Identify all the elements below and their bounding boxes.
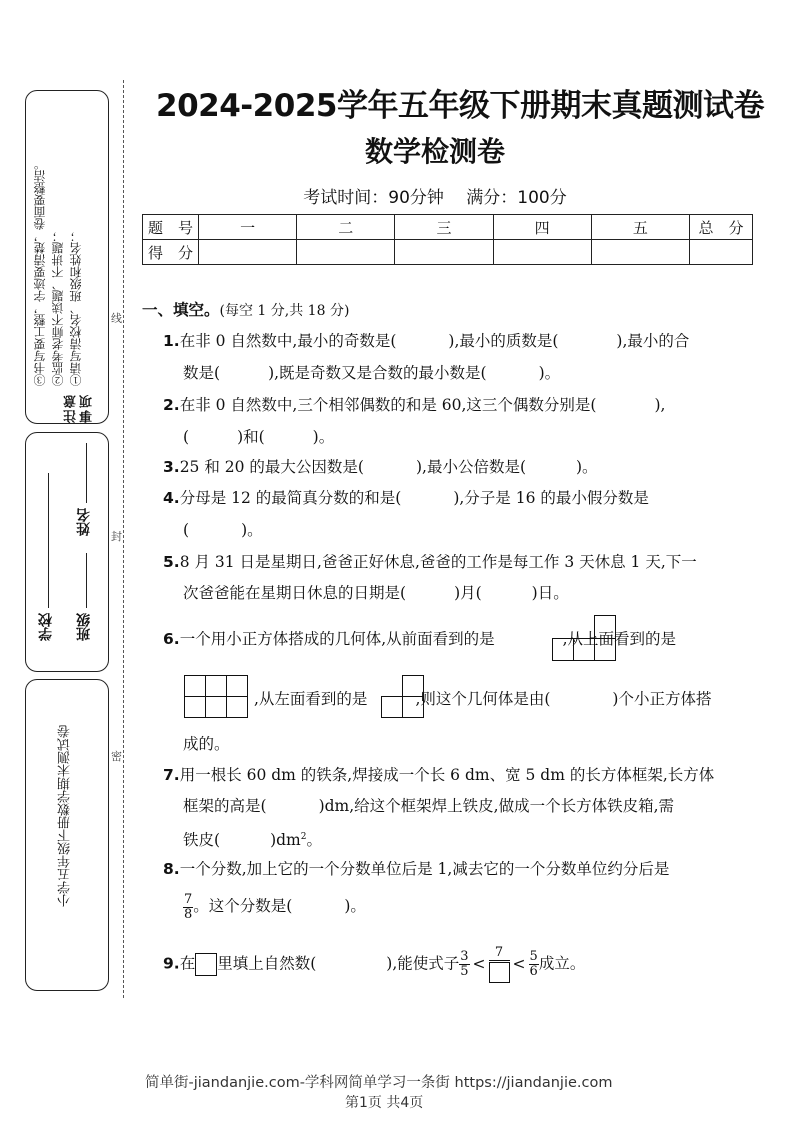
school-field[interactable]	[48, 473, 49, 608]
question-text: ,从上面看到的是	[562, 630, 677, 648]
superscript: 2	[300, 832, 307, 842]
question-text: )个小正方体搭	[612, 690, 712, 708]
question-text: )和(	[237, 428, 265, 446]
section-heading	[142, 299, 349, 322]
numerator: 7	[489, 946, 510, 961]
denominator: 8	[184, 906, 193, 922]
question-6-line-3	[183, 733, 230, 755]
question-text: ,则这个几何体是由(	[415, 690, 551, 708]
score-header-3: 三	[395, 215, 493, 240]
question-number: 1.	[163, 332, 180, 350]
question-text: 8 月 31 日是星期日,爸爸正好休息,爸爸的工作是每工作 3 天休息 1 天,下一	[179, 553, 697, 571]
question-8-line-1	[163, 858, 669, 880]
question-text: 框架的高是(	[183, 797, 267, 815]
score-table-header-row	[143, 215, 753, 240]
exam-info: 考试时间：90分钟 满分：100分	[303, 188, 567, 208]
question-text: 用一根长 60 dm 的铁条,焊接成一个长 6 dm、宽 5 dm 的长方体框架,长方体	[179, 766, 715, 784]
question-text: ),既是奇数又是合数的最小数是(	[268, 364, 487, 382]
question-2-line-2	[183, 426, 334, 448]
score-header-label: 题 号	[143, 215, 199, 240]
question-text: (	[183, 428, 190, 446]
question-text: 在	[179, 954, 196, 973]
question-3	[163, 456, 598, 478]
question-text: 里填上自然数(	[217, 954, 317, 973]
question-text: ),最小的质数是(	[448, 332, 559, 350]
question-1-line-2	[183, 362, 560, 384]
paper-name-box	[25, 679, 109, 991]
question-number: 5.	[163, 553, 180, 571]
question-text: 成的。	[183, 735, 230, 753]
score-cell-2[interactable]	[297, 240, 395, 265]
question-number: 3.	[163, 458, 180, 476]
notice-line-1: ①请写清校名、班级和姓名；	[69, 230, 83, 386]
watermark-footer: 简单街-jiandanjie.com-学科网简单学习一条街 https://jiandanjie.com	[145, 1075, 613, 1091]
question-5-line-2	[183, 582, 569, 604]
name-label: 姓名	[76, 508, 92, 536]
question-number: 4.	[163, 489, 180, 507]
question-text: 铁皮(	[183, 831, 221, 850]
seal-char-secret: 密	[111, 750, 122, 763]
section-heading-note: (每空 1 分,共 18 分)	[219, 303, 350, 319]
question-text: 25 和 20 的最大公因数是(	[179, 458, 364, 476]
question-text: )dm,给这个框架焊上铁皮,做成一个长方体铁皮箱,需	[318, 797, 675, 815]
question-text: 。这个分数是(	[193, 897, 293, 915]
page-number: 第1页 共4页	[345, 1095, 424, 1111]
blank-square-denominator[interactable]	[489, 962, 510, 983]
page-subtitle: 数学检测卷	[364, 135, 505, 168]
question-text: )dm	[270, 831, 301, 850]
numerator: 7	[184, 891, 193, 907]
question-9	[163, 946, 585, 983]
paper-name: 小学五年级下册数学期末测试卷	[58, 725, 73, 907]
class-field[interactable]	[86, 553, 87, 608]
fraction-5-6	[529, 950, 539, 979]
fraction-7-8	[183, 893, 193, 922]
question-4-line-1	[163, 487, 649, 509]
blank-square-inline[interactable]	[195, 953, 217, 976]
less-than-sign: <	[512, 954, 526, 973]
question-text: ,从左面看到的是	[254, 690, 368, 708]
score-header-2: 二	[297, 215, 395, 240]
question-text: 在非 0 自然数中,最小的奇数是(	[179, 332, 397, 350]
question-8-line-2	[183, 890, 366, 922]
question-text: 分母是 12 的最简真分数的和是(	[179, 489, 402, 507]
score-header-1: 一	[199, 215, 297, 240]
question-number: 9.	[163, 954, 180, 973]
question-text: ),最小公倍数是(	[415, 458, 526, 476]
score-header-4: 四	[493, 215, 591, 240]
question-text: 成立。	[538, 954, 586, 973]
question-text: )日。	[531, 584, 569, 602]
score-header-total: 总 分	[690, 215, 753, 240]
top-view-figure	[184, 675, 248, 719]
score-table-score-row	[143, 240, 753, 265]
question-6-line-2	[254, 688, 711, 710]
binding-dotted-line	[123, 80, 124, 998]
question-number: 7.	[163, 766, 180, 784]
question-text: )。	[576, 458, 598, 476]
question-text: ),能使式子	[386, 954, 460, 973]
fraction-7-box	[489, 946, 510, 983]
question-number: 2.	[163, 396, 180, 414]
question-text: ),	[654, 396, 666, 414]
question-7-line-1	[163, 764, 714, 786]
notice-label: 注意事项	[64, 393, 95, 423]
question-number: 6.	[163, 630, 180, 648]
question-text: 一个分数,加上它的一个分数单位后是 1,减去它的一个分数单位约分后是	[179, 860, 670, 878]
seal-char-line: 线	[111, 312, 122, 325]
question-4-line-2	[183, 519, 263, 541]
section-heading-title: 一、填空。	[142, 301, 220, 319]
question-text: (	[183, 521, 190, 539]
score-cell-3[interactable]	[395, 240, 493, 265]
question-5-line-1	[163, 551, 697, 573]
fraction-3-5	[459, 950, 469, 979]
left-view-figure	[381, 675, 425, 719]
score-table	[142, 214, 753, 265]
less-than-sign: <	[472, 954, 486, 973]
question-text: )。	[312, 428, 335, 446]
question-text: )。	[344, 897, 366, 915]
numerator: 3	[460, 949, 469, 964]
student-info-box	[25, 432, 109, 672]
denominator: 5	[460, 964, 469, 979]
question-text: 在非 0 自然数中,三个相邻偶数的和是 60,这三个偶数分别是(	[179, 396, 597, 414]
school-label: 学校	[38, 613, 54, 641]
numerator: 5	[529, 949, 538, 964]
name-field[interactable]	[86, 443, 87, 503]
score-cell-5[interactable]	[591, 240, 689, 265]
question-number: 8.	[163, 860, 180, 878]
page-title: 2024-2025学年五年级下册期末真题测试卷	[156, 88, 764, 124]
class-label: 班级	[76, 613, 92, 641]
question-text: 数是(	[183, 364, 221, 382]
notice-line-2: ②监考老师不读题、不讲题；	[51, 230, 65, 386]
front-view-figure	[552, 615, 618, 661]
question-7-line-3	[183, 826, 322, 851]
question-text: 一个用小正方体搭成的几何体,从前面看到的是	[179, 630, 495, 648]
question-1-line-1	[163, 330, 689, 352]
question-2-line-1	[163, 394, 665, 416]
score-cell-1[interactable]	[199, 240, 297, 265]
question-text: )。	[241, 521, 263, 539]
question-text: ),最小的合	[616, 332, 690, 350]
score-cell-4[interactable]	[493, 240, 591, 265]
question-text: )。	[538, 364, 561, 382]
score-header-5: 五	[591, 215, 689, 240]
question-text: 次爸爸能在星期日休息的日期是(	[183, 584, 407, 602]
question-7-line-2	[183, 795, 674, 817]
seal-char-seal: 封	[111, 530, 122, 543]
score-cell-total[interactable]	[690, 240, 753, 265]
question-text: ),分子是 16 的最小假分数是	[453, 489, 649, 507]
question-text: 。	[306, 831, 322, 850]
score-row-label: 得 分	[143, 240, 199, 265]
question-text: )月(	[454, 584, 482, 602]
notice-line-3: ③书写要工整，字迹要清楚，卷面要整洁。	[33, 158, 47, 386]
denominator: 6	[529, 964, 538, 979]
